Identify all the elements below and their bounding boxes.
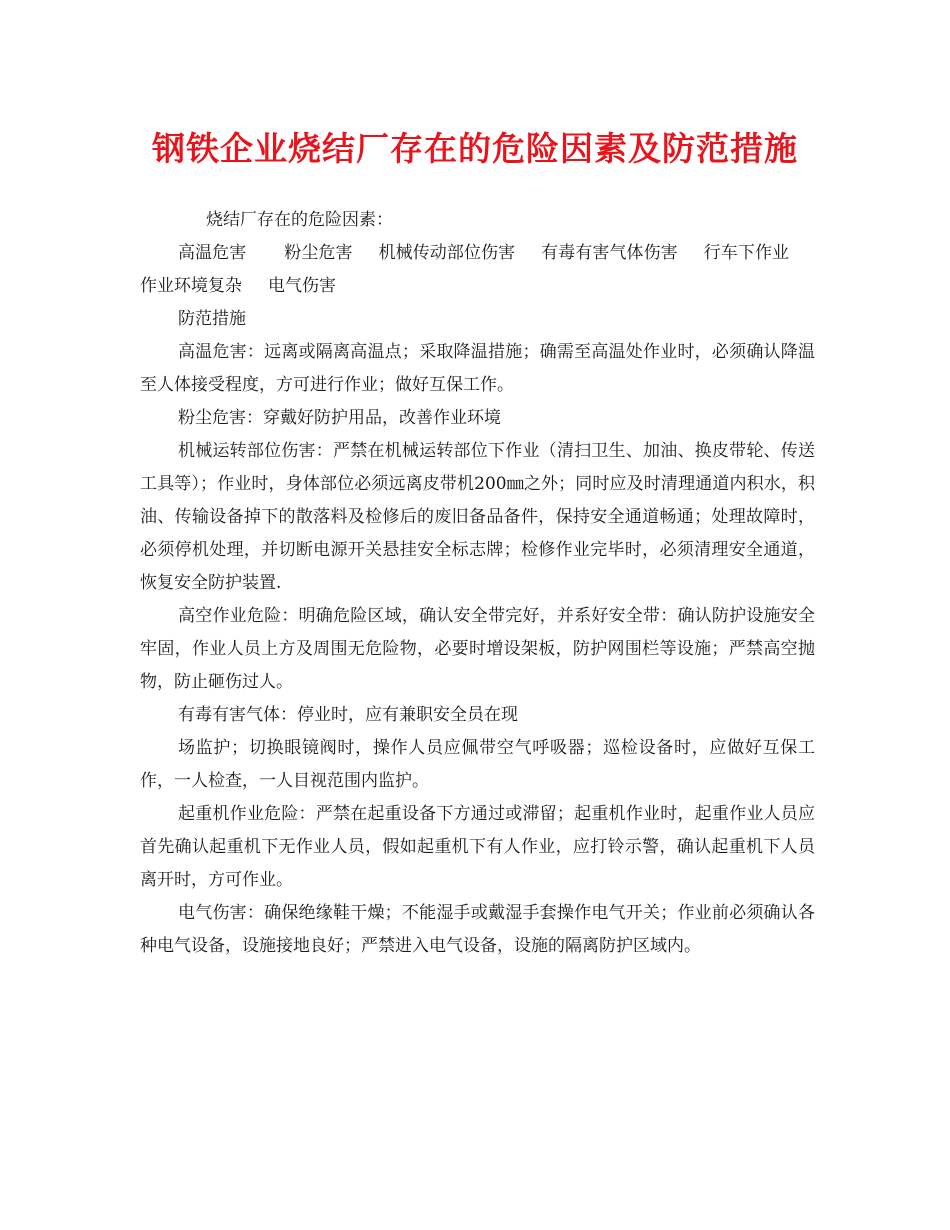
document-title: 钢铁企业烧结厂存在的危险因素及防范措施 bbox=[152, 129, 798, 168]
hazard-item-mechanical: 机械传动部位伤害 bbox=[378, 243, 516, 263]
hazard-item-crane: 行车下作业 bbox=[703, 243, 790, 263]
hazards-heading: 烧结厂存在的危险因素： bbox=[206, 210, 393, 230]
paragraph-height-work: 高空作业危险：明确危险区域，确认安全带完好，并系好安全带：确认防护设施安全牢固，作业人员上方及周围无危险物，必要时增设架板，防护网围栏等设施；严禁高空抛物，防止砸伤过人。 bbox=[140, 606, 815, 692]
hazard-item-environment: 作业环境复杂 bbox=[140, 276, 242, 296]
paragraph-electrical: 电气伤害：确保绝缘鞋干燥；不能湿手或戴湿手套操作电气开关；作业前必须确认各种电气设备，设施接地良好；严禁进入电气设备，设施的隔离防护区域内。 bbox=[140, 903, 815, 956]
paragraph-dust: 粉尘危害：穿戴好防护用品，改善作业环境 bbox=[178, 408, 501, 428]
paragraph-high-temperature: 高温危害：远离或隔离高温点；采取降温措施；确需至高温处作业时，必须确认降温至人体接受程度，方可进行作业；做好互保工作。 bbox=[140, 342, 815, 395]
paragraph-crane: 起重机作业危险：严禁在起重设备下方通过或滞留；起重机作业时，起重作业人员应首先确认起重机下无作业人员，假如起重机下有人作业，应打铃示警，确认起重机下人员离开时，方可作业。 bbox=[140, 804, 815, 890]
paragraph-toxic-gas-continued: 场监护；切换眼镜阀时，操作人员应佩带空气呼吸器；巡检设备时，应做好互保工作，一人检查，一人目视范围内监护。 bbox=[140, 738, 815, 791]
measures-heading: 防范措施 bbox=[178, 309, 246, 329]
hazard-item-electrical: 电气伤害 bbox=[268, 276, 336, 296]
hazard-list bbox=[140, 237, 815, 303]
document-body bbox=[140, 204, 815, 963]
hazard-item-high-temperature: 高温危害 bbox=[178, 243, 247, 263]
hazard-item-dust: 粉尘危害 bbox=[284, 243, 353, 263]
paragraph-toxic-gas: 有毒有害气体：停业时，应有兼职安全员在现 bbox=[178, 705, 518, 725]
paragraph-mechanical: 机械运转部位伤害：严禁在机械运转部位下作业（清扫卫生、加油、换皮带轮、传送工具等）；作业时，身体部位必须远离皮带机200㎜之外；同时应及时清理通道内积水，积油、传输设备掉下的散落料及检修后的废旧备品备件，保持安全通道畅通；处理故障时，必须停机处理，并切断电源开关悬挂安全标志牌；检修作业完毕时，必须清理安全通道，恢复安全防护装置. bbox=[140, 441, 815, 593]
hazard-item-toxic-gas: 有毒有害气体伤害 bbox=[541, 243, 678, 263]
